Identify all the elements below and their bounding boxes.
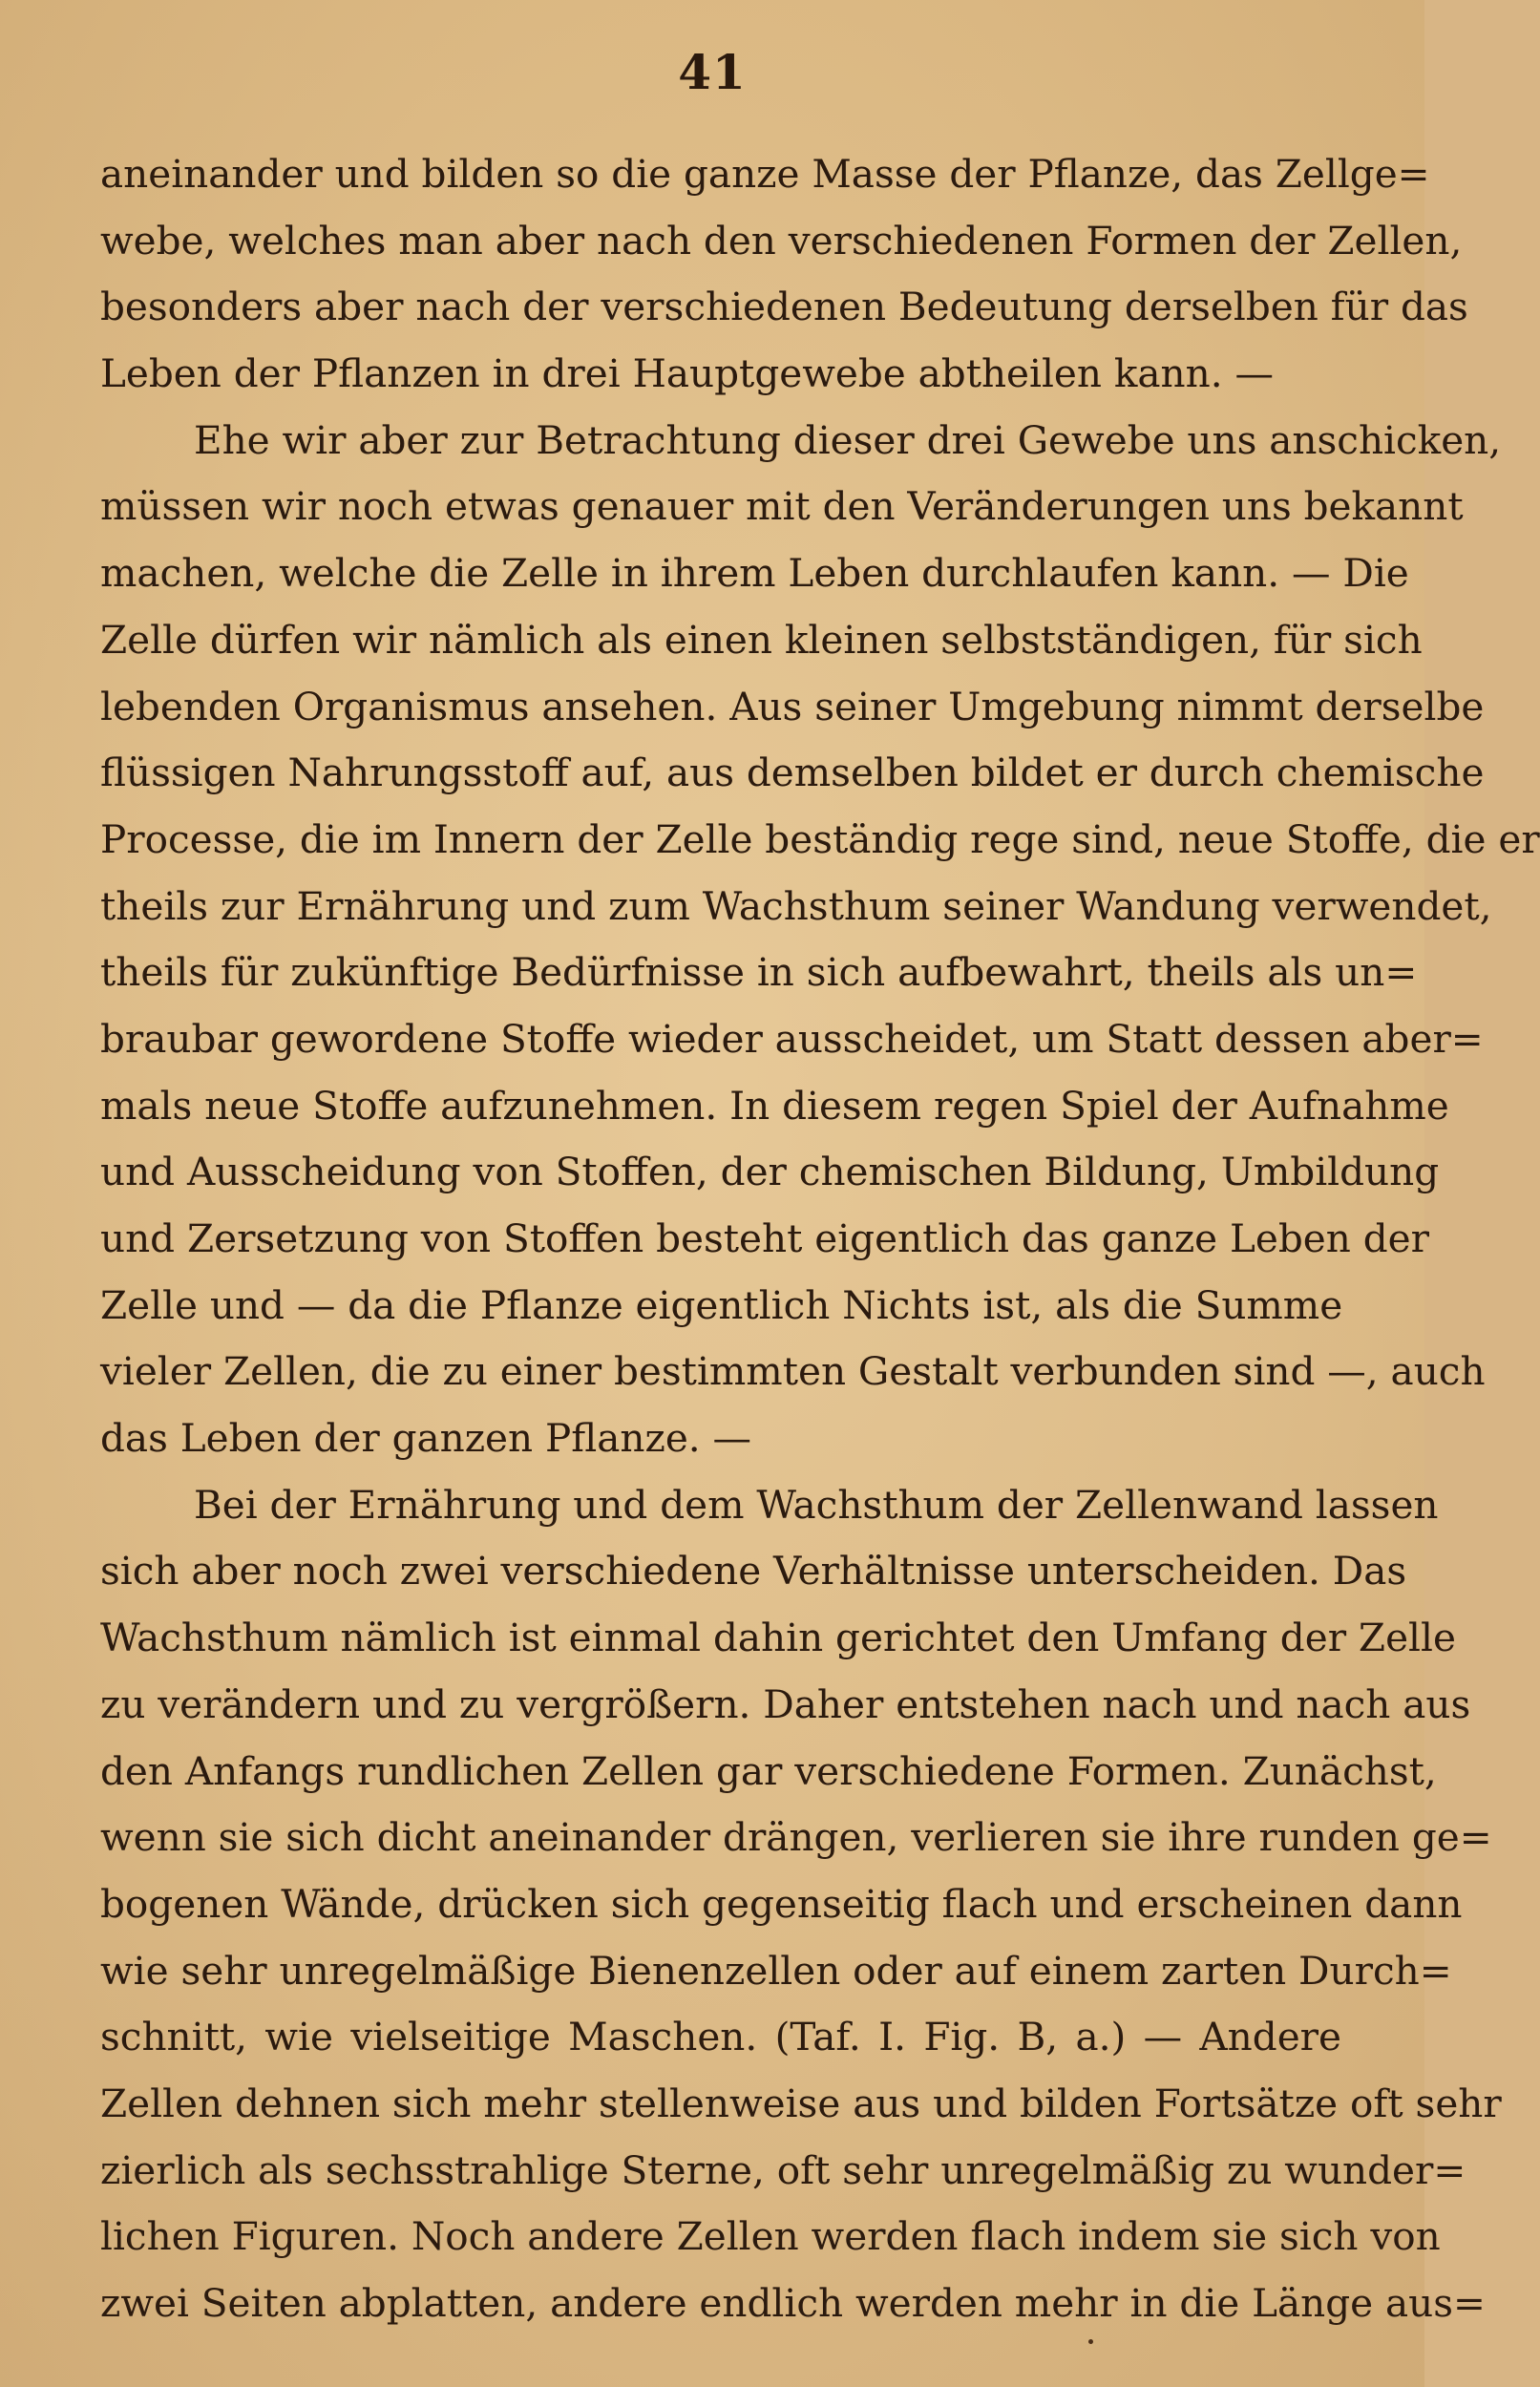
text-line: mals neue Stoffe aufzunehmen. In diesem regen Spiel der Aufnahme <box>100 1082 1449 1129</box>
text-line: aneinander und bilden so die ganze Masse der Pflanze, das Zellge= <box>100 151 1430 197</box>
text-line: vieler Zellen, die zu einer bestimmten Gestalt verbunden sind —, auch <box>100 1348 1486 1395</box>
text-line: müssen wir noch etwas genauer mit den Veränderungen uns bekannt <box>100 483 1464 530</box>
text-line: Processe, die im Innern der Zelle beständig rege sind, neue Stoffe, die er <box>100 815 1540 862</box>
ink-speck <box>1088 2339 1093 2344</box>
text-line: bogenen Wände, drücken sich gegenseitig flach und erscheinen dann <box>100 1880 1463 1927</box>
text-line: Leben der Pflanzen in drei Hauptgewebe abtheilen kann. — <box>100 350 1274 397</box>
text-line: braubar gewordene Stoffe wieder ausscheidet, um Statt dessen aber= <box>100 1015 1484 1062</box>
text-line: den Anfangs rundlichen Zellen gar verschiedene Formen. Zunächst, <box>100 1747 1437 1794</box>
text-line: wenn sie sich dicht aneinander drängen, verlieren sie ihre runden ge= <box>100 1814 1492 1861</box>
text-line: schnitt, wie vielseitige Maschen. (Taf. I. Fig. B, a.) — Andere <box>100 2014 1341 2060</box>
text-line: und Zersetzung von Stoffen besteht eigentlich das ganze Leben der <box>100 1215 1429 1261</box>
text-line: zwei Seiten abplatten, andere endlich werden mehr in die Länge aus= <box>100 2280 1486 2326</box>
text-line: Wachsthum nämlich ist einmal dahin gerichtet den Umfang der Zelle <box>100 1615 1456 1661</box>
text-line: besonders aber nach der verschiedenen Bedeutung derselben für das <box>100 284 1468 330</box>
text-line: zierlich als sechsstrahlige Sterne, oft sehr unregelmäßig zu wunder= <box>100 2146 1466 2193</box>
text-line: und Ausscheidung von Stoffen, der chemischen Bildung, Umbildung <box>100 1149 1440 1195</box>
text-line: Zelle dürfen wir nämlich als einen kleinen selbstständigen, für sich <box>100 616 1423 663</box>
text-line: flüssigen Nahrungsstoff auf, aus demselben bildet er durch chemische <box>100 750 1485 796</box>
text-line: lebenden Organismus ansehen. Aus seiner Umgebung nimmt derselbe <box>100 683 1485 729</box>
body-text <box>100 141 1540 2337</box>
text-line: theils zur Ernährung und zum Wachsthum seiner Wandung verwendet, <box>100 882 1492 929</box>
text-line: Ehe wir aber zur Betrachtung dieser drei Gewebe uns anschicken, <box>194 416 1502 463</box>
text-line: wie sehr unregelmäßige Bienenzellen oder auf einem zarten Durch= <box>100 1947 1452 1994</box>
text-line: Zelle und — da die Pflanze eigentlich Nichts ist, als die Summe <box>100 1281 1343 1328</box>
text-line: lichen Figuren. Noch andere Zellen werden flach indem sie sich von <box>100 2213 1441 2260</box>
text-line: theils für zukünftige Bedürfnisse in sich aufbewahrt, theils als un= <box>100 949 1418 996</box>
text-line: Zellen dehnen sich mehr stellenweise aus und bilden Fortsätze oft sehr <box>100 2080 1502 2126</box>
text-line: machen, welche die Zelle in ihrem Leben durchlaufen kann. — Die <box>100 550 1409 597</box>
text-line: Bei der Ernährung und dem Wachsthum der Zellenwand lassen <box>194 1481 1439 1528</box>
text-line: zu verändern und zu vergrößern. Daher entstehen nach und nach aus <box>100 1680 1471 1727</box>
text-line: das Leben der ganzen Pflanze. — <box>100 1415 752 1462</box>
page-number: 41 <box>678 44 747 100</box>
text-line: webe, welches man aber nach den verschiedenen Formen der Zellen, <box>100 217 1463 264</box>
text-line: sich aber noch zwei verschiedene Verhältnisse unterscheiden. Das <box>100 1548 1407 1595</box>
